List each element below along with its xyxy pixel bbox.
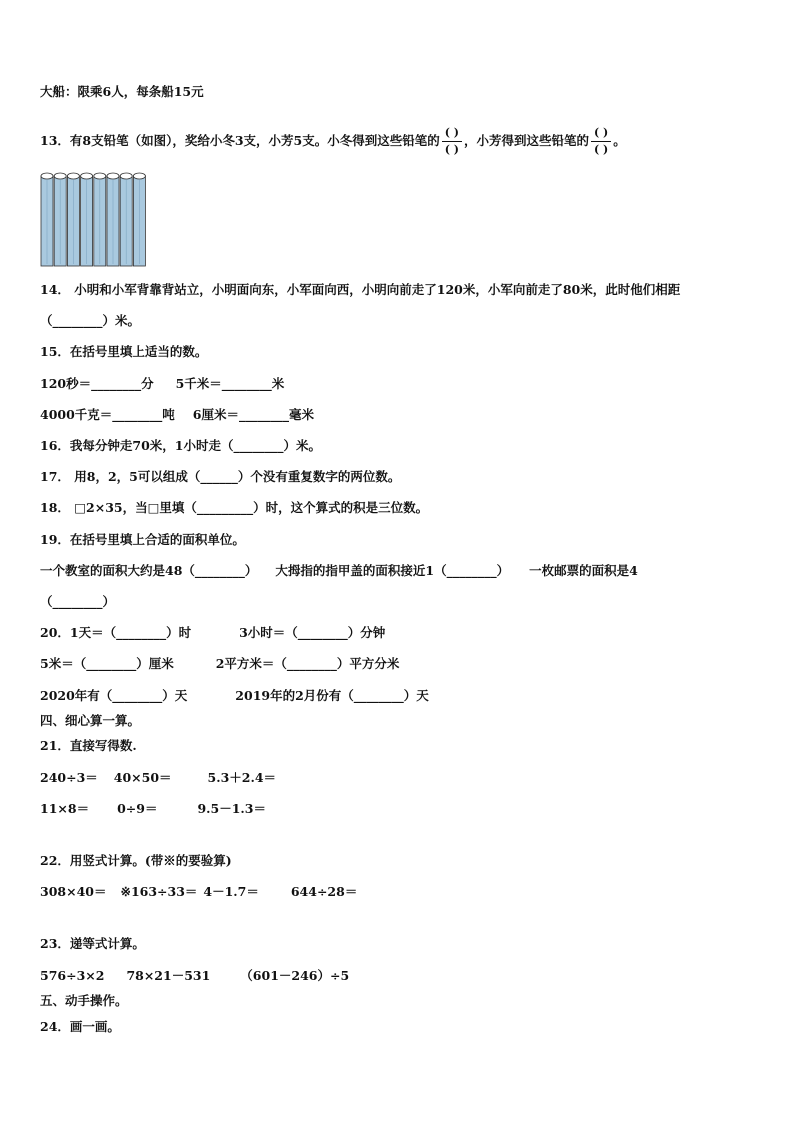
question-18: 18． □2×35，当□里填（_________）时，这个算式的积是三位数。 [40, 500, 429, 515]
q20-item-3: 5米＝（________）厘米 [40, 656, 174, 671]
q20-item-5: 2020年有（________）天 [40, 688, 188, 703]
q22-item-1: 308×40＝ [40, 884, 107, 899]
question-21-row1 [40, 770, 276, 786]
pencil-7 [120, 173, 132, 266]
question-16: 16．我每分钟走70米，1小时走（________）米。 [40, 438, 321, 453]
question-19-row1 [40, 563, 638, 579]
question-24: 24．画一画。 [40, 1019, 120, 1034]
q19-item-2: 大拇指的指甲盖的面积接近1（________） [275, 563, 510, 578]
fraction-numerator: ( ) [442, 126, 462, 142]
q21-item-2: 40×50＝ [113, 770, 172, 785]
q22-item-3: 4－1.7＝ [203, 884, 259, 899]
q22-item-2: ※163÷33＝ [120, 884, 198, 899]
question-22: 22．用竖式计算。(带※的要验算) [40, 853, 232, 868]
q19-item-3: 一枚邮票的面积是4 [529, 563, 638, 578]
boat-rule-line: 大船：限乘6人，每条船15元 [40, 84, 204, 99]
q20-item-6: 2019年的2月份有（________）天 [235, 688, 429, 703]
question-20-row3 [40, 688, 429, 704]
pencil-2 [54, 173, 66, 266]
section-4-heading: 四、细心算一算。 [40, 713, 141, 728]
q15-item-4: 6厘米＝________毫米 [192, 407, 314, 422]
question-20-row1 [40, 625, 385, 641]
q13-text-c: 。 [613, 133, 626, 148]
fraction-blank-xiaofang [591, 126, 611, 157]
q20-item-1: 20．1天＝（________）时 [40, 625, 192, 640]
q13-text-b: ，小芳得到这些铅笔的 [464, 133, 590, 148]
question-23-row [40, 968, 349, 984]
q23-item-3: （601－246）÷5 [240, 968, 350, 983]
question-23: 23．递等式计算。 [40, 936, 145, 951]
question-22-row [40, 884, 357, 900]
question-14-line1: 14． 小明和小军背靠背站立，小明面向东，小军面向西，小明向前走了120米，小军向前走了80米，此时他们相距 [40, 282, 681, 297]
q13-text-a: 13．有8支铅笔（如图），奖给小冬3支，小芳5支。小冬得到这些铅笔的 [40, 133, 440, 148]
q21-item-5: 0÷9＝ [117, 801, 158, 816]
q21-item-1: 240÷3＝ [40, 770, 98, 785]
pencil-4 [81, 173, 93, 266]
q22-item-4: 644÷28＝ [290, 884, 358, 899]
question-14-line2: （________）米。 [40, 313, 141, 328]
pencils-figure [38, 170, 158, 270]
q21-item-3: 5.3＋2.4＝ [207, 770, 277, 785]
q15-item-1: 120秒＝________分 [40, 376, 154, 391]
question-15: 15．在括号里填上适当的数。 [40, 344, 208, 359]
q20-item-2: 3小时＝（________）分钟 [239, 625, 386, 640]
pencil-6 [107, 173, 119, 266]
question-19: 19．在括号里填上合适的面积单位。 [40, 532, 245, 547]
question-13 [40, 126, 626, 157]
q19-item-1: 一个教室的面积大约是48（________） [40, 563, 258, 578]
fraction-numerator: ( ) [591, 126, 611, 142]
fraction-denominator: ( ) [594, 143, 609, 156]
q21-item-4: 11×8＝ [40, 801, 90, 816]
question-21: 21．直接写得数. [40, 738, 137, 753]
question-20-row2 [40, 656, 399, 672]
question-15-row1 [40, 376, 284, 392]
q20-item-4: 2平方米＝（________）平方分米 [215, 656, 400, 671]
q21-item-6: 9.5－1.3＝ [197, 801, 266, 816]
question-19-row2: （________） [40, 594, 116, 609]
fraction-blank-xiaodong [442, 126, 462, 157]
pencil-3 [67, 173, 79, 266]
question-21-row2 [40, 801, 266, 817]
q23-item-1: 576÷3×2 [40, 968, 105, 983]
pencil-5 [94, 173, 106, 266]
q23-item-2: 78×21－531 [126, 968, 211, 983]
question-17: 17． 用8，2，5可以组成（______）个没有重复数字的两位数。 [40, 469, 401, 484]
question-15-row2 [40, 407, 314, 423]
section-5-heading: 五、动手操作。 [40, 993, 128, 1008]
q15-item-2: 5千米＝________米 [175, 376, 285, 391]
pencil-8 [133, 173, 145, 266]
q15-item-3: 4000千克＝________吨 [40, 407, 175, 422]
pencil-1 [41, 173, 53, 266]
fraction-denominator: ( ) [444, 143, 459, 156]
